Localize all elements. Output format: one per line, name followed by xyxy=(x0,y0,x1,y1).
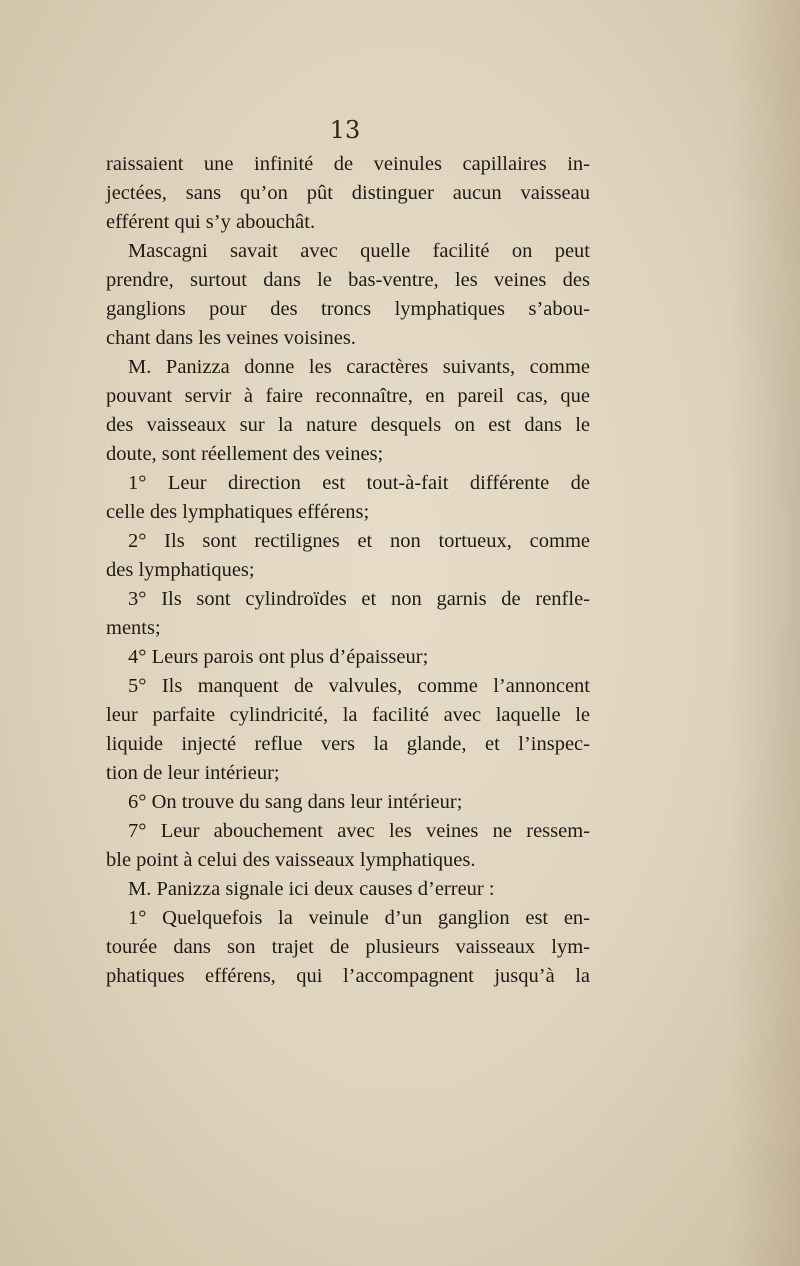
text-line: 4° Leurs parois ont plus d’épaisseur; xyxy=(128,646,429,668)
text-line: tion de leur intérieur; xyxy=(106,762,280,784)
text-line: 2° Ils sont rectilignes et non tortueux, comme xyxy=(128,530,590,552)
text-line: prendre, surtout dans le bas-ventre, les veines des xyxy=(106,269,590,291)
text-line: des vaisseaux sur la nature desquels on est dans le xyxy=(106,414,590,436)
text-line: raissaient une infinité de veinules capillaires in- xyxy=(106,153,590,175)
paragraph xyxy=(106,904,590,991)
text-line: pouvant servir à faire reconnaître, en pareil cas, que xyxy=(106,385,590,407)
text-line: 5° Ils manquent de valvules, comme l’annoncent xyxy=(128,675,590,697)
text-line: 3° Ils sont cylindroïdes et non garnis de renfle- xyxy=(128,588,590,610)
text-line: des lymphatiques; xyxy=(106,559,255,581)
paragraph xyxy=(106,527,590,585)
text-line: efférent qui s’y abouchât. xyxy=(106,211,316,233)
text-line: phatiques efférens, qui l’accompagnent jusqu’à la xyxy=(106,965,590,987)
text-line: ble point à celui des vaisseaux lymphatiques. xyxy=(106,849,476,871)
text-line: Mascagni savait avec quelle facilité on peut xyxy=(128,240,590,262)
paragraph xyxy=(106,585,590,643)
text-line: M. Panizza donne les caractères suivants, comme xyxy=(128,356,590,378)
paragraph xyxy=(106,469,590,527)
body-text xyxy=(106,150,590,991)
text-line: 1° Leur direction est tout-à-fait différente de xyxy=(128,472,590,494)
text-line: M. Panizza signale ici deux causes d’erreur : xyxy=(128,878,495,900)
text-line: chant dans les veines voisines. xyxy=(106,327,356,349)
text-line: leur parfaite cylindricité, la facilité avec laquelle le xyxy=(106,704,590,726)
text-line: 1° Quelquefois la veinule d’un ganglion est en- xyxy=(128,907,590,929)
paragraph xyxy=(106,788,590,817)
text-line: liquide injecté reflue vers la glande, et l’inspec- xyxy=(106,733,590,755)
page-edge-shadow xyxy=(730,0,800,1266)
paragraph xyxy=(106,150,590,237)
text-line: celle des lymphatiques efférens; xyxy=(106,501,370,523)
text-line: tourée dans son trajet de plusieurs vaisseaux lym- xyxy=(106,936,590,958)
text-line: 7° Leur abouchement avec les veines ne ressem- xyxy=(128,820,590,842)
text-line: doute, sont réellement des veines; xyxy=(106,443,384,465)
text-line: jectées, sans qu’on pût distinguer aucun vaisseau xyxy=(106,182,590,204)
paragraph xyxy=(106,817,590,875)
text-line: 6° On trouve du sang dans leur intérieur; xyxy=(128,791,463,813)
page-number: 13 xyxy=(329,116,361,144)
text-line: ments; xyxy=(106,617,161,639)
paragraph xyxy=(106,237,590,353)
paragraph xyxy=(106,353,590,469)
paragraph xyxy=(106,643,590,672)
paragraph xyxy=(106,875,590,904)
text-line: ganglions pour des troncs lymphatiques s’abou- xyxy=(106,298,590,320)
paragraph xyxy=(106,672,590,788)
